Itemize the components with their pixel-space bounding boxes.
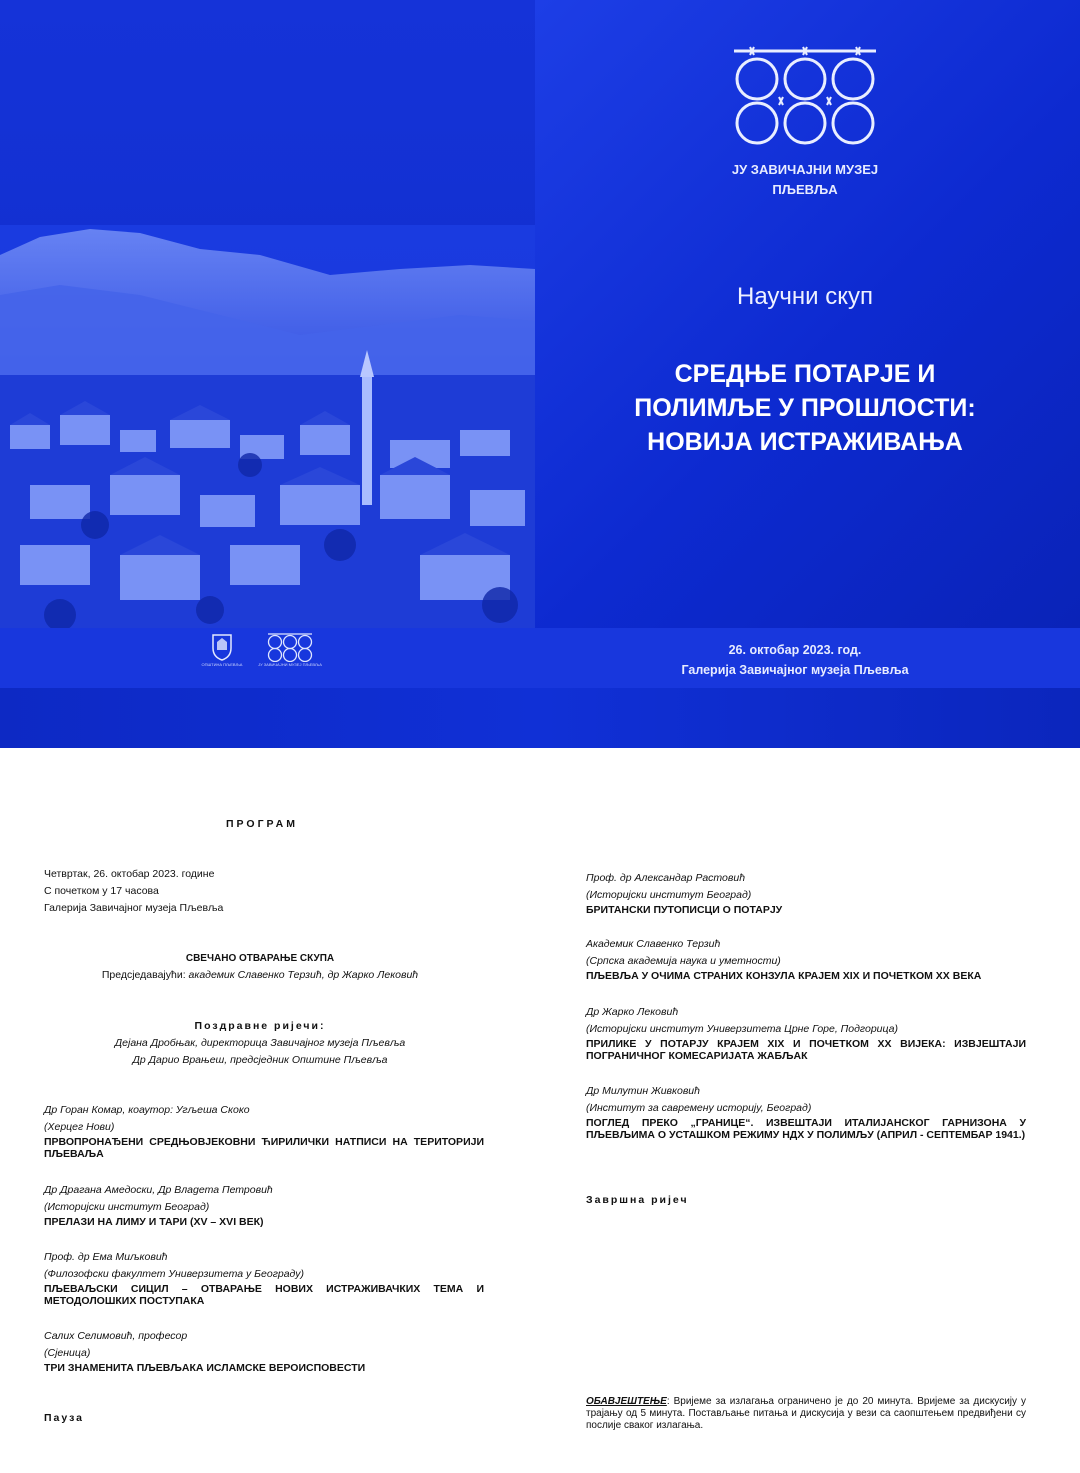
- chairs-names: академик Славенко Терзић, др Жарко Лековић: [188, 969, 419, 981]
- greeting-speaker: Др Дарио Врањеш, предсједник Општине Пљевља: [132, 1054, 388, 1066]
- museum-small-logo: [258, 632, 322, 668]
- talk-item: [44, 1102, 484, 1160]
- talk-author: Др Жарко Лековић: [586, 1006, 679, 1018]
- talk-affiliation: (Сјеница): [44, 1347, 91, 1359]
- program-place: Галерија Завичајног музеја Пљевља: [44, 902, 224, 914]
- program-day: Четвртак, 26. октобар 2023. године: [44, 868, 215, 880]
- chairs-label: Предсједавајући:: [101, 969, 186, 981]
- notice-text: : Вријеме за излагања ограничено је до 20 минута. Вријеме за дискусију у трајању од 5 минута. Постављање питања и дискусија у вези са саопштењем предвиђени су послије сваког излагања.: [586, 1396, 1026, 1431]
- coat-of-arms-icon: [211, 632, 233, 662]
- opening-section: [40, 950, 480, 984]
- talk-title: ПОГЛЕД ПРЕКО „ГРАНИЦЕ“. ИЗВЕШТАЈИ ИТАЛИЈАНСКОГ ГАРНИЗОНА У ПЉЕВЉИМА О УСТАШКОМ РЕЖИМУ НДХ У ПОЛИМЉУ (АПРИЛ - СЕПТЕМБАР 1941.): [586, 1117, 1026, 1141]
- talk-title: ПЉЕВАЉСКИ СИЦИЛ – ОТВАРАЊЕ НОВИХ ИСТРАЖИВАЧКИХ ТЕМА И МЕТОДОЛОШКИХ ПОСТУПАКА: [44, 1283, 484, 1307]
- event-date: 26. октобар 2023. год.: [728, 643, 862, 657]
- talk-author: Академик Славенко Терзић: [586, 938, 721, 950]
- town-photo: [0, 225, 535, 628]
- museum-name-line2: ПЉЕВЉА: [772, 182, 838, 197]
- greetings-heading: Поздравне ријечи:: [194, 1020, 326, 1032]
- talk-affiliation: (Историјски институт Београд): [44, 1201, 210, 1213]
- cover-title-line2: ПОЛИМЉЕ У ПРОШЛОСТИ:: [634, 394, 976, 422]
- talk-author: Др Драгана Амедоски, Др Влаgета Петровић: [44, 1184, 273, 1196]
- greeting-speaker: Дејана Дробњак, директорица Завичајног музеја Пљевља: [114, 1037, 406, 1049]
- talk-author: Др Горан Комар, коаутор: Угљеша Скоко: [44, 1104, 250, 1116]
- museum-logo-icon: [730, 45, 880, 150]
- pause-label: Пауза: [44, 1412, 85, 1424]
- talk-affiliation: (Институт за савремену историју, Београд): [586, 1102, 812, 1114]
- talk-author: Салих Селимовић, професор: [44, 1330, 188, 1342]
- talk-affiliation: (Херцег Нови): [44, 1121, 115, 1133]
- closing-label: Завршна ријеч: [586, 1194, 689, 1206]
- talk-author: Проф. др Ема Миљковић: [44, 1251, 168, 1263]
- cover-title-line3: НОВИЈА ИСТРАЖИВАЊА: [647, 428, 963, 456]
- talk-title: ПЉЕВЉА У ОЧИМА СТРАНИХ КОНЗУЛА КРАЈЕМ XIX И ПОЧЕТКОМ XX ВЕКА: [586, 970, 982, 982]
- talk-title: ПРЕЛАЗИ НА ЛИМУ И ТАРИ (XV – XVI ВЕК): [44, 1216, 264, 1228]
- program-heading: ПРОГРАМ: [226, 818, 298, 830]
- talk-author: Др Милутин Живковић: [586, 1085, 700, 1097]
- event-date-venue: [640, 640, 950, 680]
- event-venue: Галерија Завичајног музеја Пљевља: [681, 663, 909, 677]
- museum-small-logo-caption: ЈУ ЗАВИЧАЈНИ МУЗЕЈ ПЉЕВЉА: [258, 662, 322, 667]
- cover-title: [580, 357, 1030, 459]
- notice-label: ОБАВЈЕШТЕЊЕ: [586, 1396, 667, 1407]
- talk-title: ТРИ ЗНАМЕНИТА ПЉЕВЉАКА ИСЛАМСКЕ ВЕРОИСПОВЕСТИ: [44, 1362, 366, 1374]
- talk-item: [44, 1328, 484, 1374]
- talk-author: Проф. др Александар Растовић: [586, 872, 746, 884]
- talk-title: ПРИЛИКЕ У ПОТАРЈУ КРАЈЕМ XIX И ПОЧЕТКОМ XX ВИЈЕКА: ИЗВЈЕШТАЈИ ПОГРАНИЧНОГ КОМЕСАРИЈАТА ЖАБЉАК: [586, 1038, 1026, 1062]
- museum-small-logo-icon: [267, 632, 313, 662]
- talk-item: [44, 1182, 484, 1228]
- talk-affiliation: (Филозофски факултет Универзитета у Београду): [44, 1268, 304, 1280]
- cover-title-line1: СРЕДЊЕ ПОТАРЈЕ И: [674, 360, 936, 388]
- talk-item: [44, 1249, 484, 1307]
- municipality-logo: [200, 632, 244, 668]
- museum-name: [700, 160, 910, 200]
- talk-item: [586, 1004, 1026, 1062]
- talk-item: [586, 870, 1026, 916]
- talk-affiliation: (Историјски институт Универзитета Црне Горе, Подгорица): [586, 1023, 898, 1035]
- opening-title: СВЕЧАНО ОТВАРАЊЕ СКУПА: [185, 953, 335, 964]
- talk-item: [586, 1083, 1026, 1141]
- greetings-section: [40, 1018, 480, 1069]
- cover-bottom-band: [0, 688, 1080, 748]
- program-start-time: С почетком у 17 часова: [44, 885, 159, 897]
- notice: [586, 1396, 1026, 1432]
- talk-affiliation: (Историјски институт Београд): [586, 889, 752, 901]
- municipality-logo-caption: ОПШТИНА ПЉЕВЉА: [201, 662, 243, 667]
- talk-item: [586, 936, 1026, 982]
- program-intro: [44, 866, 344, 917]
- cover-subtitle: Научни скуп: [736, 283, 873, 310]
- talk-title: БРИТАНСКИ ПУТОПИСЦИ О ПОТАРЈУ: [586, 904, 783, 916]
- talk-affiliation: (Српска академија наука и уметности): [586, 955, 781, 967]
- talk-title: ПРВОПРОНАЂЕНИ СРЕДЊОВЈЕКОВНИ ЋИРИЛИЧКИ НАТПИСИ НА ТЕРИТОРИЈИ ПЉЕВАЉА: [44, 1136, 484, 1160]
- museum-name-line1: ЈУ ЗАВИЧАЈНИ МУЗЕЈ: [731, 162, 879, 177]
